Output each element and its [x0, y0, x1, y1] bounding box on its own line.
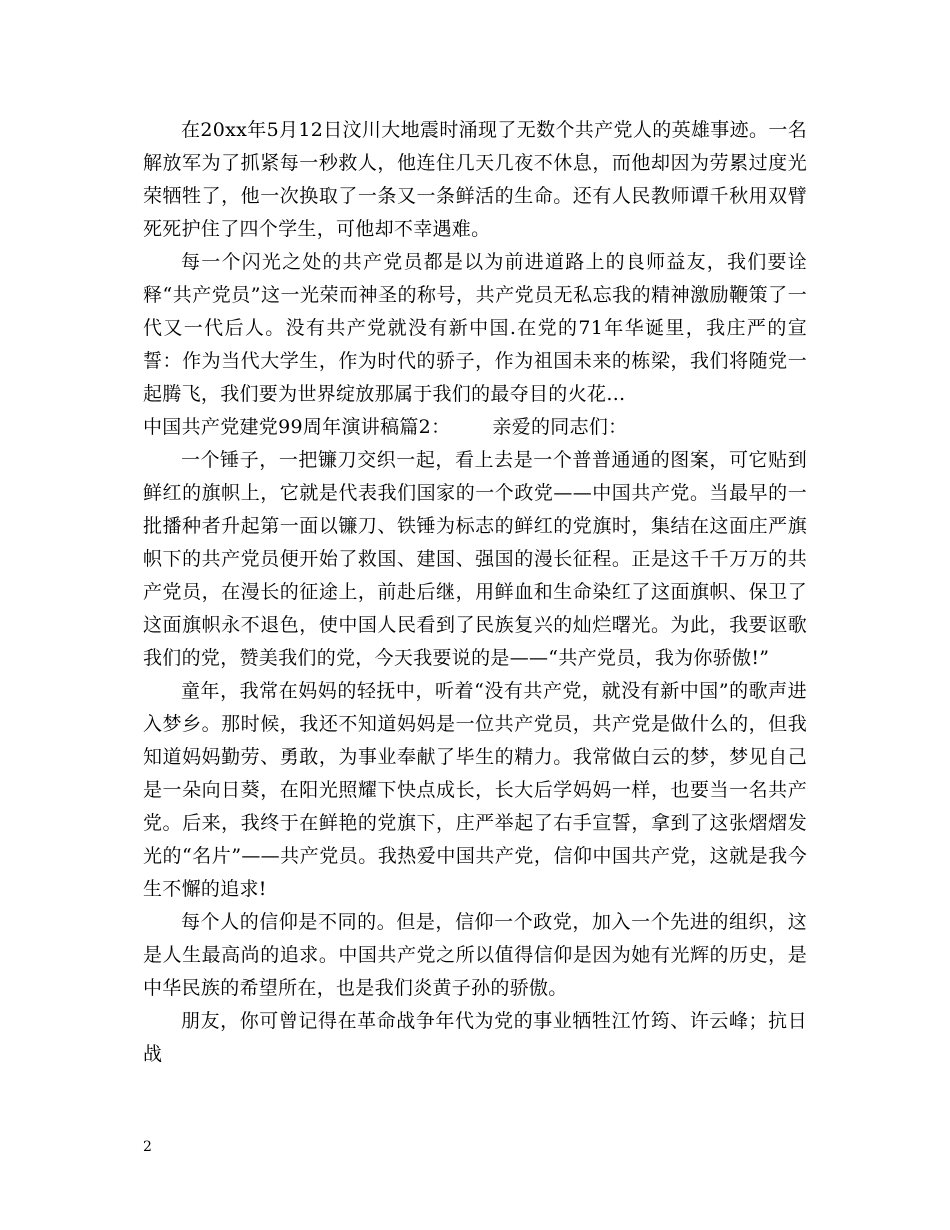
body-paragraph: 每一个闪光之处的共产党员都是以为前进道路上的良师益友，我们要诠释“共产党员”这一光荣而神圣的称号，共产党员无私忘我的精神激励鞭策了一代又一代后人。没有共产党就没有新中国.在党的71年华诞里，我庄严的宣誓：作为当代大学生，作为时代的骄子，作为祖国未来的栋梁，我们将随党一起腾飞，我们要为世界绽放那属于我们的最夺目的火花… [143, 251, 807, 405]
body-paragraph: 朋友，你可曾记得在革命战争年代为党的事业牺牲江竹筠、许云峰；抗日战 [143, 1010, 807, 1065]
section-title: 中国共产党建党99周年演讲稿篇2： [143, 416, 451, 438]
body-paragraph: 一个锤子，一把镰刀交织一起，看上去是一个普普通通的图案，可它贴到鲜红的旗帜上，它就是代表我们国家的一个政党——中国共产党。当最早的一批播种者升起第一面以镰刀、铁锤为标志的鲜红的党旗时，集结在这面庄严旗帜下的共产党员便开始了救国、建国、强国的漫长征程。正是这千千万万的共产党员，在漫长的征途上，前赴后继，用鲜血和生命染红了这面旗帜、保卫了这面旗帜永不退色，使中国人民看到了民族复兴的灿烂曙光。为此，我要讴歌我们的党，赞美我们的党，今天我要说的是——“共产党员，我为你骄傲!” [143, 449, 807, 669]
body-paragraph: 童年，我常在妈妈的轻抚中，听着“没有共产党，就没有新中国”的歌声进入梦乡。那时候，我还不知道妈妈是一位共产党员，共产党是做什么的，但我知道妈妈勤劳、勇敢，为事业奉献了毕生的精力。我常做白云的梦，梦见自己是一朵向日葵，在阳光照耀下快点成长，长大后学妈妈一样，也要当一名共产党。后来，我终于在鲜艳的党旗下，庄严举起了右手宣誓，拿到了这张熠熠发光的“名片”——共产党员。我热爱中国共产党，信仰中国共产党，这就是我今生不懈的追求! [143, 680, 807, 900]
body-paragraph: 在20xx年5月12日汶川大地震时涌现了无数个共产党人的英雄事迹。一名解放军为了抓紧每一秒救人，他连住几天几夜不休息，而他却因为劳累过度光荣牺牲了，他一次换取了一条又一条鲜活的生命。还有人民教师谭千秋用双臂死死护住了四个学生，可他却不幸遇难。 [143, 119, 807, 240]
body-paragraph: 每个人的信仰是不同的。但是，信仰一个政党，加入一个先进的组织，这是人生最高尚的追求。中国共产党之所以值得信仰是因为她有光辉的历史，是中华民族的希望所在，也是我们炎黄子孙的骄傲。 [143, 911, 807, 999]
document-body [143, 114, 807, 1071]
page-number: 2 [143, 1139, 152, 1155]
salutation: 亲爱的同志们： [492, 416, 628, 438]
section-heading-line [143, 411, 807, 444]
